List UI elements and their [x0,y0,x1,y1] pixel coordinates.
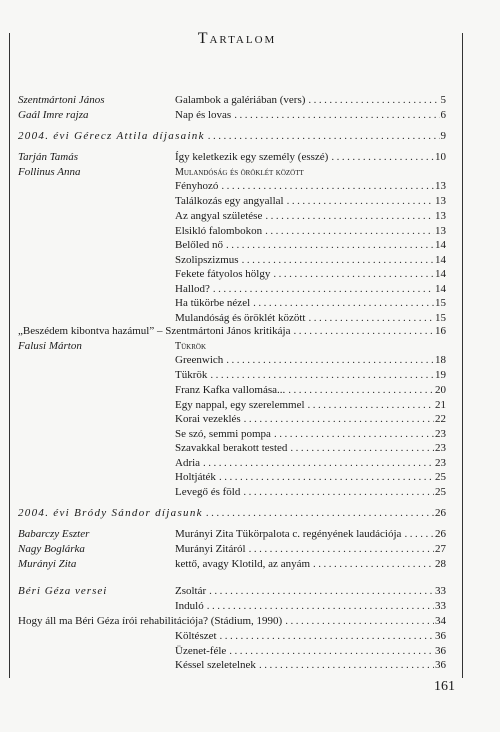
toc-title: Ha tükörbe nézel [175,297,251,309]
toc-author: Babarczy Eszter [18,528,90,540]
toc-row [18,339,446,354]
right-rule [462,33,463,678]
toc-row [18,485,446,500]
toc-title: Murányi Zita Tükörpalota c. regényének laudációja [175,528,402,540]
toc-page-number: 10 [435,151,446,163]
toc-page-number: 19 [435,369,446,381]
toc-row [18,267,446,282]
toc-row [18,599,446,614]
toc-row [18,644,446,659]
toc-title: kettő, avagy Klotild, az anyám [175,558,311,570]
toc-author: Tarján Tamás [18,151,79,163]
toc-row [18,209,446,224]
toc-row [18,253,446,268]
toc-row [18,427,446,442]
toc-title: „Beszédem kibontva hazámul” – Szentmártoni János kritikája [18,325,291,337]
dot-leader [313,557,434,572]
toc-row [18,542,446,557]
toc-page-number: 26 [435,528,446,540]
toc-page-number: 23 [435,428,446,440]
toc-row [18,282,446,297]
dot-leader [331,150,434,165]
dot-leader [244,412,434,427]
toc-page-number: 14 [435,283,446,295]
toc-row [18,557,446,572]
toc-page-number: 36 [435,645,446,657]
toc-page-number: 22 [435,413,446,425]
toc-row [18,383,446,398]
toc-title: 2004. évi Bródy Sándor díjasunk [18,507,203,519]
toc-page-number: 25 [435,486,446,498]
dot-leader [226,353,434,368]
toc-row [18,614,446,629]
toc-row [18,527,446,542]
toc-title: Hogy áll ma Béri Géza írói rehabilitációja? (Stádium, 1990) [18,615,283,627]
dot-leader [249,542,434,557]
toc-page-number: 18 [435,354,446,366]
toc-title: Az angyal születése [175,210,263,222]
toc-title: Fekete fátyolos hölgy [175,268,271,280]
toc-title: Szolipszizmus [175,254,239,266]
left-rule [9,33,10,678]
toc-row [18,224,446,239]
toc-author: Murányi Zita [18,558,77,570]
toc-row [18,584,446,599]
toc-row [18,108,446,123]
toc-title: Találkozás egy angyallal [175,195,284,207]
dot-leader [208,129,440,144]
toc-page-number: 9 [440,130,446,142]
toc-author: Follinus Anna [18,166,81,178]
toc-row [18,129,446,144]
toc-row [18,470,446,485]
dot-leader [243,485,434,500]
dot-leader [253,296,434,311]
toc-title: Költészet [175,630,217,642]
dot-leader [234,108,439,123]
toc-title: Szavakkal berakott tested [175,442,288,454]
toc-title: Üzenet-féle [175,645,227,657]
toc-row [18,353,446,368]
toc-title: Tükrök [175,369,208,381]
toc-row [18,165,446,180]
toc-title: Induló [175,600,204,612]
dot-leader [285,614,434,629]
toc-row [18,456,446,471]
toc-title: Zsoltár [175,585,207,597]
toc-title: Holtjáték [175,471,216,483]
dot-leader [308,398,434,413]
page-number: 161 [434,679,455,694]
dot-leader [265,209,434,224]
toc-title: Se szó, semmi pompa [175,428,271,440]
dot-leader [265,224,434,239]
toc-title: Mulandóság és öröklét között [175,312,306,324]
toc-title: Így keletkezik egy személy (esszé) [175,151,329,163]
toc-row [18,412,446,427]
dot-leader [288,383,434,398]
toc-author: Béri Géza versei [18,585,108,597]
toc-page-number: 14 [435,268,446,280]
toc-page-number: 14 [435,239,446,251]
toc-row [18,506,446,521]
toc-title: Levegő és föld [175,486,241,498]
toc-title: Nap és lovas [175,109,232,121]
toc-title: 2004. évi Gérecz Attila díjasaink [18,130,205,142]
toc-author: Szentmártoni János [18,94,105,106]
toc-page-number: 5 [440,94,446,106]
toc-page-number: 25 [435,471,446,483]
dot-leader [210,368,434,383]
toc-title: Tükrök [175,341,206,352]
dot-leader [273,267,434,282]
toc-page-number: 36 [435,630,446,642]
toc-row [18,368,446,383]
toc-page-number: 36 [435,659,446,671]
toc-row [18,324,446,339]
dot-leader [203,456,434,471]
toc-author: Falusi Márton [18,340,82,352]
toc-row [18,658,446,673]
toc-title: Egy nappal, egy szerelemmel [175,399,305,411]
toc-page-number: 26 [435,507,446,519]
toc-row [18,150,446,165]
dot-leader [226,238,434,253]
toc-title: Franz Kafka vallomása... [175,384,286,396]
dot-leader [209,584,434,599]
toc-row [18,179,446,194]
dot-leader [221,179,434,194]
toc-author: Gaál Imre rajza [18,109,89,121]
toc-page-number: 28 [435,558,446,570]
toc-page-number: 13 [435,180,446,192]
dot-leader [242,253,434,268]
toc-page-number: 15 [435,312,446,324]
toc-page-number: 21 [435,399,446,411]
toc-title: Belőled nő [175,239,223,251]
toc-title: Murányi Zitáról [175,543,246,555]
toc-page-number: 20 [435,384,446,396]
dot-leader [229,644,434,659]
toc-title: Greenwich [175,354,224,366]
toc-page-number: 14 [435,254,446,266]
toc-row [18,238,446,253]
dot-leader [274,427,434,442]
toc-page-number: 15 [435,297,446,309]
toc-row [18,629,446,644]
toc-row [18,441,446,456]
toc-page-number: 23 [435,457,446,469]
toc-page-number: 33 [435,600,446,612]
page-title: Tartalom [197,30,277,47]
toc-page-number: 34 [435,615,446,627]
toc-page-number: 27 [435,543,446,555]
toc-row [18,93,446,108]
dot-leader [290,441,434,456]
toc-title: Fényhozó [175,180,219,192]
dot-leader [206,506,434,521]
dot-leader [293,324,434,339]
toc-row [18,296,446,311]
toc-page-number: 6 [440,109,446,121]
dot-leader [220,629,434,644]
toc-title: Galambok a galériában (vers) [175,94,306,106]
toc-title: Mulandóság és öröklét között [175,167,304,178]
dot-leader [259,658,434,673]
dot-leader [207,599,434,614]
dot-leader [219,470,434,485]
toc-page-number: 16 [435,325,446,337]
toc-row [18,194,446,209]
toc-page-number: 23 [435,442,446,454]
dot-leader [308,93,439,108]
toc-row [18,398,446,413]
toc-page-number: 13 [435,210,446,222]
dot-leader [287,194,434,209]
toc-title: Korai vezeklés [175,413,241,425]
toc-page-number: 13 [435,225,446,237]
dot-leader [404,527,434,542]
toc-author: Nagy Boglárka [18,543,85,555]
toc-page-number: 33 [435,585,446,597]
toc-title: Késsel szeletelnek [175,659,256,671]
toc-page-number: 13 [435,195,446,207]
toc-title: Elsikló falombokon [175,225,263,237]
toc-title: Hallod? [175,283,210,295]
toc-title: Adria [175,457,201,469]
dot-leader [213,282,434,297]
